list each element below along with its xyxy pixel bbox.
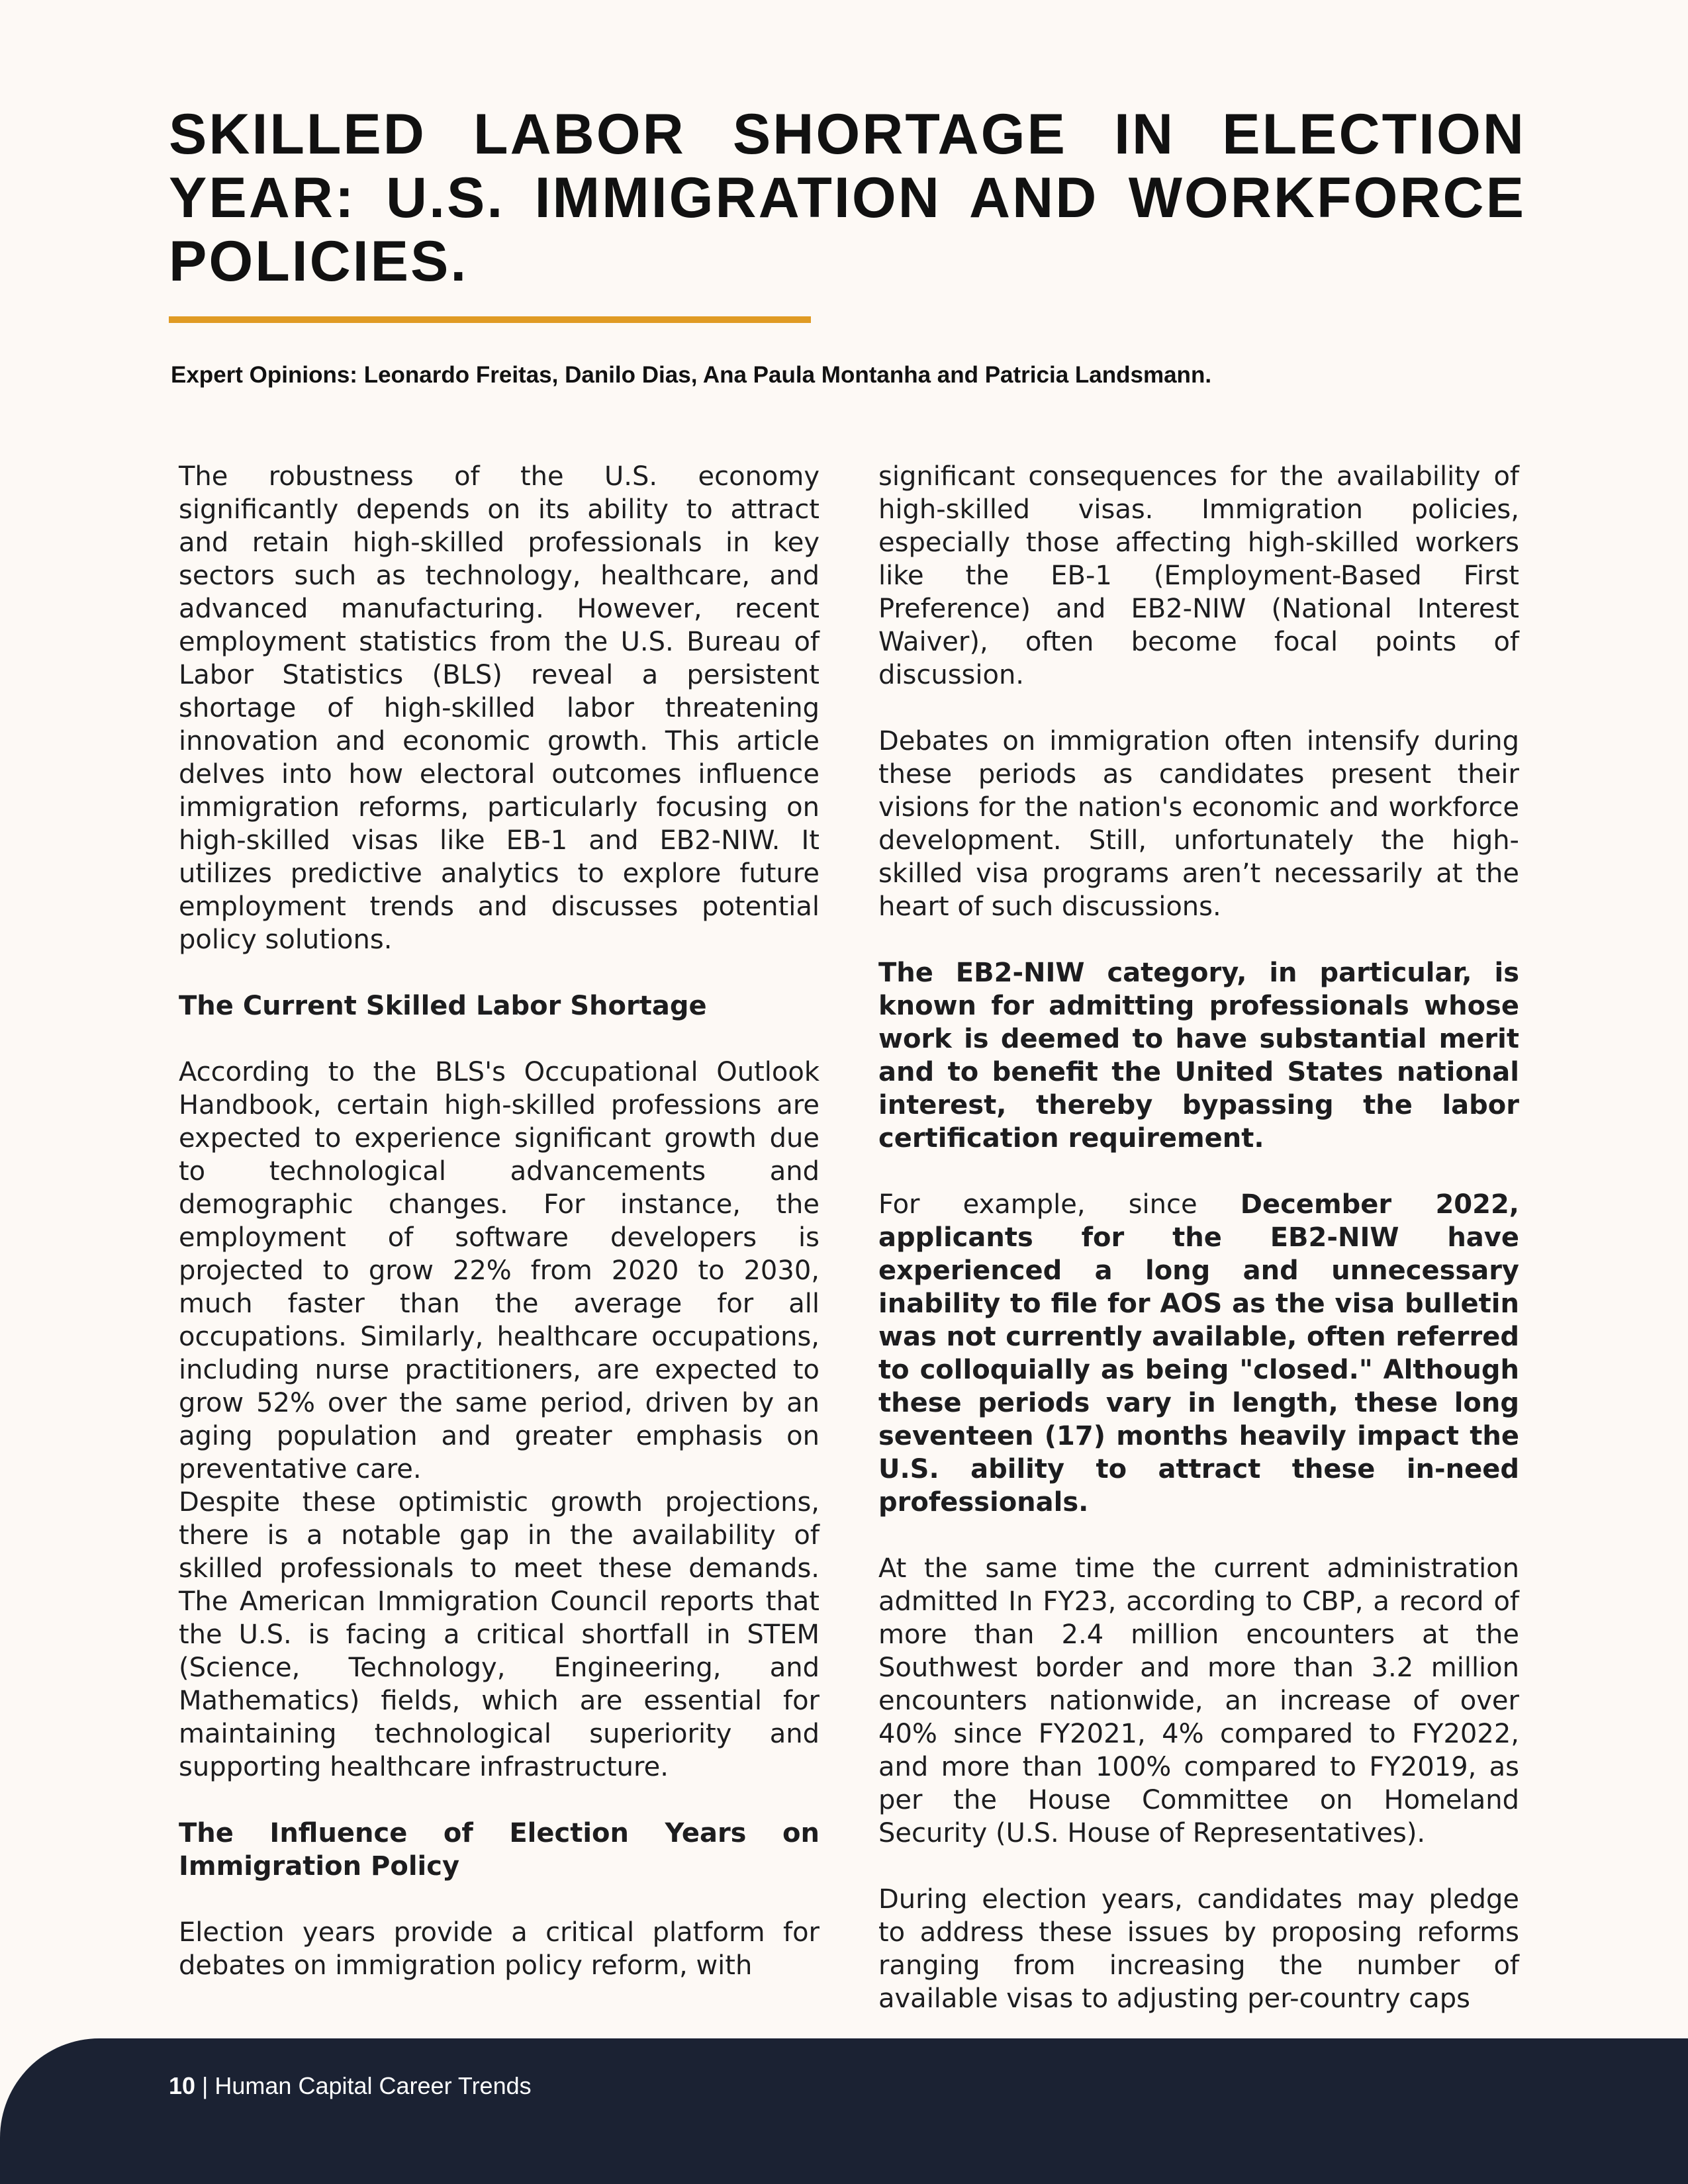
debates-paragraph: Debates on immigration often intensify during these periods as candidates present their visions for the nation's economic and workforce development. Still, unfortunately the high-skilled visa programs aren’t necessarily at the heart of such discussions. [878, 726, 1519, 922]
right-column [878, 460, 1519, 2015]
election-paragraph: Election years provide a critical platform for debates on immigration policy reform, with [179, 1917, 820, 1981]
election-paragraph-continued: significant consequences for the availability of high-skilled visas. Immigration policies, especially those affecting high-skilled workers like the EB-1 (Employment-Based First Preference) and EB2-NIW (National Interest Waiver), often become focal points of discussion. [878, 461, 1519, 690]
page-number: 10 [169, 2072, 196, 2099]
eb2niw-paragraph: The EB2-NIW category, in particular, is known for admitting professionals whose work is deemed to have substantial merit and to benefit the United States national interest, thereby bypassing the labor certification requirement. [878, 958, 1519, 1154]
shortage-paragraph-2: Despite these optimistic growth projections, there is a notable gap in the availability of skilled professionals to meet these demands. The American Immigration Council reports that the U.S. is facing a critical shortfall in STEM (Science, Technology, Engineering, and Mathematics) fields, which are essential for maintaining technological superiority and supporting healthcare infrastructure. [179, 1487, 820, 1782]
example-bold-text: December 2022, applicants for the EB2-NIW have experienced a long and unnecessary inability to file for AOS as the visa bulletin was not currently available, often referred to colloquially as being "closed." Although these periods vary in length, these long seventeen (17) months heavily impact the U.S. ability to attract these in-need professionals. [878, 1189, 1519, 1518]
page-title: SKILLED LABOR SHORTAGE IN ELECTION YEAR: U.S. IMMIGRATION AND WORKFORCE POLICIES. [169, 103, 1526, 293]
footer-bar [0, 2038, 1688, 2184]
shortage-paragraph-1: According to the BLS's Occupational Outlook Handbook, certain high-skilled professions are expected to experience significant growth due to technological advancements and demographic changes. For instance, the employment of software developers is projected to grow 22% from 2020 to 2030, much faster than the average for all occupations. Similarly, healthcare occupations, including nurse practitioners, are expected to grow 52% over the same period, driven by an aging population and greater emphasis on preventative care. [179, 1057, 820, 1484]
publication-name: Human Capital Career Trends [214, 2072, 532, 2099]
example-paragraph [878, 1188, 1519, 1519]
left-column [179, 460, 820, 1982]
expert-opinions-byline: Expert Opinions: Leonardo Freitas, Danilo Dias, Ana Paula Montanha and Patricia Landsmann. [171, 362, 1212, 388]
heading-election-influence: The Influence of Election Years on Immigration Policy [179, 1818, 820, 1882]
example-lead-text: For example, since [878, 1189, 1241, 1220]
intro-paragraph: The robustness of the U.S. economy significantly depends on its ability to attract and retain high-skilled professionals in key sectors such as technology, healthcare, and advanced manufacturing. However, recent employment statistics from the U.S. Bureau of Labor Statistics (BLS) reveal a persistent shortage of high-skilled labor threatening innovation and economic growth. This article delves into how electoral outcomes influence immigration reforms, particularly focusing on high-skilled visas like EB-1 and EB2-NIW. It utilizes predictive analytics to explore future employment trends and discusses potential policy solutions. [179, 461, 820, 955]
footer-label [169, 2071, 532, 2101]
footer-separator: | [195, 2072, 215, 2099]
administration-paragraph: At the same time the current administration admitted In FY23, according to CBP, a record of more than 2.4 million encounters at the Southwest border and more than 3.2 million encounters nationwide, an increase of over 40% since FY2021, 4% compared to FY2022, and more than 100% compared to FY2019, as per the House Committee on Homeland Security (U.S. House of Representatives). [878, 1553, 1519, 1848]
pledge-paragraph: During election years, candidates may pledge to address these issues by proposing reforms ranging from increasing the number of available visas to adjusting per-country caps [878, 1884, 1519, 2014]
title-underline [169, 316, 811, 323]
heading-current-shortage: The Current Skilled Labor Shortage [179, 991, 707, 1021]
